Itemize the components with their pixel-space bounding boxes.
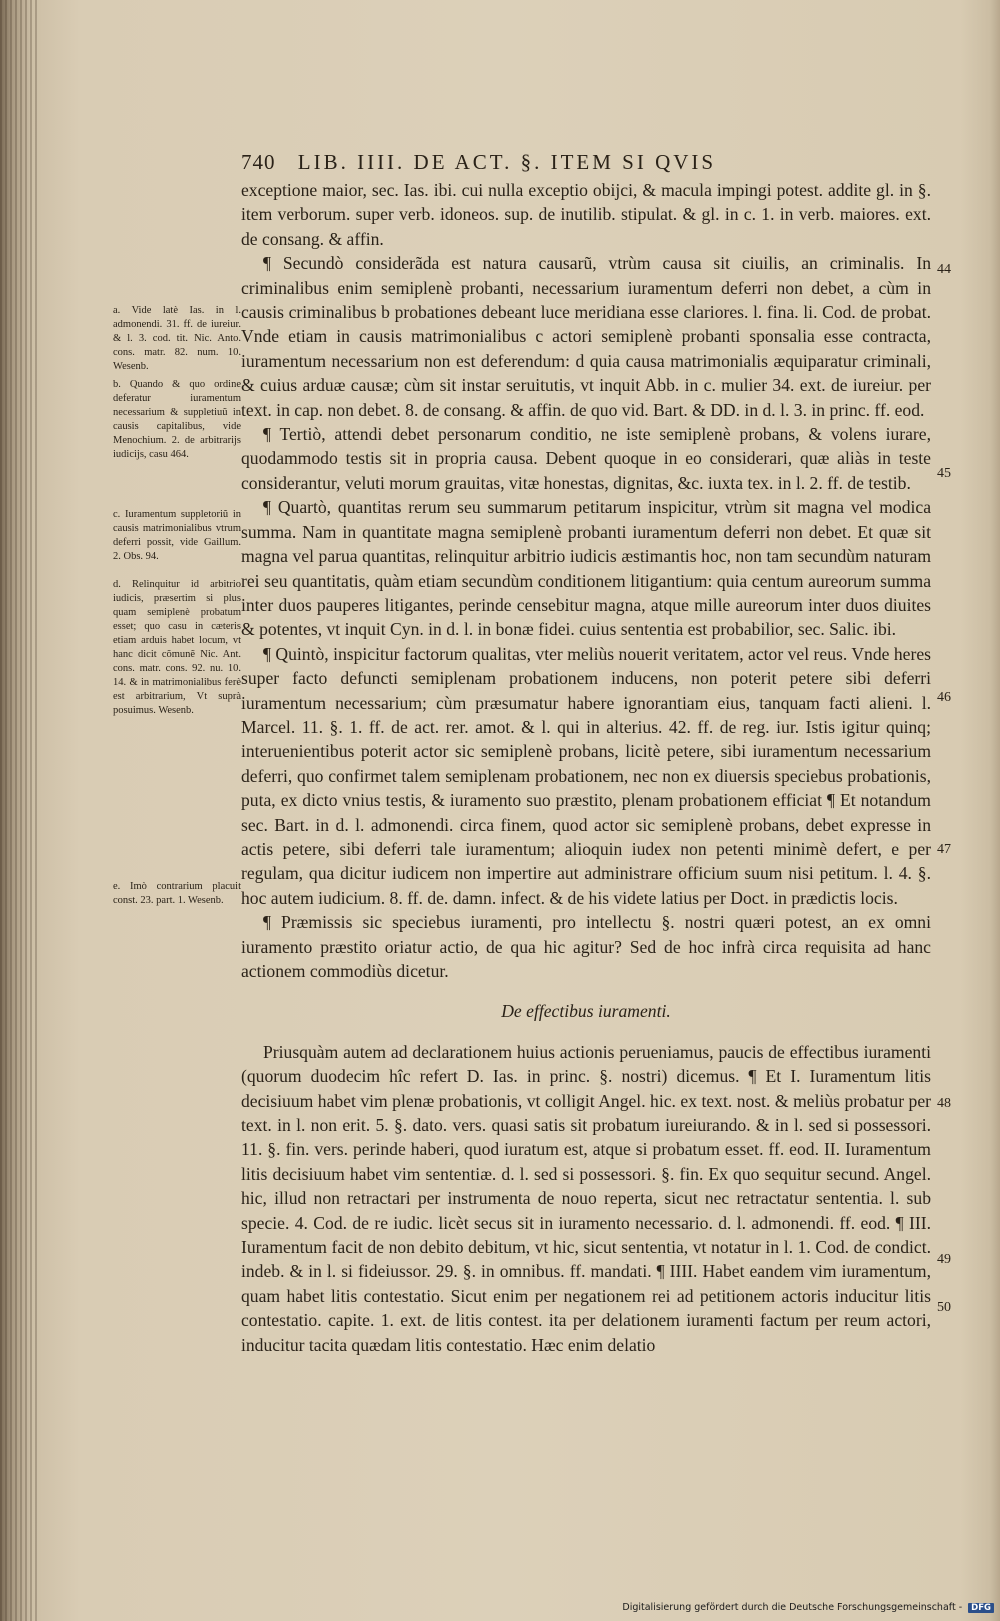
side-note-b: b. Quando & quo ordine deferatur iuramentum necessarium & suppletiuũ in causis capitalibus, vide Menochium. 2. de arbitrarijs iudicijs, casu 464. — [113, 379, 241, 460]
dfg-logo-icon: DFG — [968, 1603, 994, 1613]
page-gutter — [0, 0, 40, 1621]
paragraph: Priusquàm autem ad declarationem huius actionis perueniamus, paucis de effectibus iuramenti (quorum duodecim hîc refert D. Ias. in princ. §. nostri) dicemus. ¶ Et I. Iuramentum litis decisiuum habet vim plenæ probationis, vt colligit Angel. hic. ex text. nost. & meliùs probatur per text. in l. non erit. 5. §. dato. vers. quasi satis sit probatum iureiurando. & in l. sed si possessori. 11. §. fin. vers. perinde haberi, quod iuratum est, atque si probatum esset. ff. eod. II. Iuramentum litis decisiuum habet vim sententiæ. d. l. sed si possessori. §. fin. Ex quo sequitur secund. Angel. hic, illud non retractari per instrumenta de nouo reperta, sicut nec retractatur sententia. l. sub specie. 4. Cod. de re iudic. licèt secus sit in iuramento necessario. d. l. admonendi. ff. eod. ¶ III. Iuramentum facit de non debito debitum, vt hic, sicut sententia, vt notatur in l. 1. Cod. de condict. indeb. & in l. si fideiussor. 29. §. in omnibus. ff. mandati. ¶ IIII. Habet eandem vim iuramentum, quam habet litis contestatio. Sicut enim per negationem rei ad petitionem actoris inducitur litis contestatio. capite. 1. ext. de litis contest. ita per delationem iuramenti factum per reum actori, inducitur tacita quædam litis contestatio. Hæc enim delatio — [241, 1041, 931, 1355]
paragraph: exceptione maior, sec. Ias. ibi. cui nulla exceptio obijci, & macula impingi potest. addite gl. in §. item verborum. super verb. idoneos. sup. de inutilib. stipulat. & gl. in c. 1. in verb. maiores. ext. de consang. & affin. — [241, 180, 931, 249]
paragraph: ¶ Tertiò, attendi debet personarum conditio, ne iste semiplenè probans, & volens iurare, quodammodo testis sit in propria causa. Debent quoque in eo considerari, quæ aliàs in teste considerantur, veluti morum grauitas, vitæ honestas, dignitas, &c. iuxta tex. in l. 2. ff. de testib. — [241, 424, 931, 493]
main-text — [241, 178, 931, 1357]
side-note-c: c. Iuramentum suppletoriũ in causis matrimonialibus vtrum deferri possit, vide Gaillum. 2. Obs. 94. — [113, 509, 241, 562]
paragraph: ¶ Secundò considerãda est natura causarũ, vtrùm causa sit ciuilis, an criminalis. In criminalibus enim semiplenè probanti, necessarium iuramentum deferri non debet, a cùm in causis criminalibus b probationes debeant luce meridiana esse clariores. l. fina. li. Cod. de probat. Vnde etiam in causis matrimonialibus c actori semiplenè probanti sponsalia esse contracta, iuramentum necessarium non est deferendum: d quia causa matrimonialis æquiparatur criminali, & cuius arduæ causæ; cùm sit instar seruitutis, vt inquit Abb. in c. mulier 34. ext. de iureiur. per text. in cap. non debet. 8. de consang. & affin. de quo vid. Bart. & DD. in d. l. 3. in princ. ff. eod. — [241, 253, 931, 420]
paragraph: ¶ Quartò, quantitas rerum seu summarum petitarum inspicitur, vtrùm sit magna vel modica summa. Nam in quantitate magna semiplenè probanti iuramentum deferri non debet. Et quæ sit magna vel parua quantitas, relinquitur arbitrio iudicis æstimantis hoc, non tam secundùm naturam rei seu quantitatis, quàm etiam secundùm conditionem litigantium: quia centum aureorum summa inter duos pauperes litigantes, perinde censebitur magna, atque mille aureorum inter duos diuites & potentes, vt inquit Cyn. in d. l. in bonæ fidei. cuius sententia est probabilior, sec. Salic. ibi. — [241, 497, 931, 640]
side-note-d: d. Relinquitur id arbitrio iudicis, præsertim si plus quam semiplenè probatum esset; quo casu in cæteris etiam arduis habet locum, vt hanc dicit cõmunẽ Nic. Ant. cons. matr. cons. 92. nu. 10. 14. & in matrimonialibus ferè est arbitrarium, Vt suprà posuimus. Wesenb. — [113, 579, 241, 716]
footer-text: Digitalisierung gefördert durch die Deutsche Forschungsgemeinschaft - — [622, 1602, 963, 1613]
digitization-footer — [0, 1602, 994, 1613]
section-heading: De effectibus iuramenti. — [501, 1001, 671, 1022]
running-title: LIB. IIII. DE ACT. §. ITEM SI QVIS — [297, 150, 717, 174]
page-number: 740 — [241, 150, 276, 174]
paragraph: ¶ Præmissis sic speciebus iuramenti, pro intellectu §. nostri quæri potest, an ex omni iuramento præstito oriatur actio, de qua hic agitur? Sed de hoc infrà circa requisita ad hanc actionem commodiùs dicetur. — [241, 912, 931, 981]
side-note-e: e. Imò contrarium placuit const. 23. part. 1. Wesenb. — [113, 881, 241, 906]
margin-number: 46 — [937, 690, 951, 705]
paragraph: ¶ Quintò, inspicitur factorum qualitas, vter meliùs nouerit veritatem, actor vel reus. Vnde heres super facto defuncti semiplenam probationem inducens, non poterit petere sibi deferri iuramentum necessarium; cùm præsumatur habere ignorantiam eius, tanquam facti alieni. l. Marcel. 11. §. 1. ff. de act. rer. amot. & l. qui in alterius. 42. ff. de reg. iur. Istis igitur quinq; interuenientibus poterit actor sic semiplenè probans, licitè petere, sibi iuramentum necessarium deferri, quo confirmet talem semiplenam probationem, nec non ex diuersis speciebus probationis, puta, ex dicto vnius testis, & iuramento suo præstito, plenam probationem efficiat ¶ Et notandum sec. Bart. in d. l. admonendi. circa finem, quod actor sic semiplenè probans, debet expresse in actis petere, sibi deferri tale iuramentum; alioquin iudex non petenti minimè defert, e per regulam, qua dicitur iudicem non impertire aut administrare officium suum nisi petitum. l. 4. §. hoc autem iudicium. 8. ff. de. damn. infect. & de his videte latius per Doct. in prædictis locis. — [241, 643, 931, 908]
margin-number: 45 — [937, 466, 951, 481]
margin-number: 44 — [937, 262, 951, 277]
margin-number: 49 — [937, 1252, 951, 1267]
margin-number: 47 — [937, 842, 951, 857]
running-head — [241, 150, 861, 175]
side-note-a: a. Vide latè Ias. in l. admonendi. 31. ff. de iureiur. & l. 3. cod. tit. Nic. Anto. cons. matr. 82. num. 10. Wesenb. — [113, 305, 241, 372]
margin-number: 48 — [937, 1096, 951, 1111]
margin-number: 50 — [937, 1300, 951, 1315]
